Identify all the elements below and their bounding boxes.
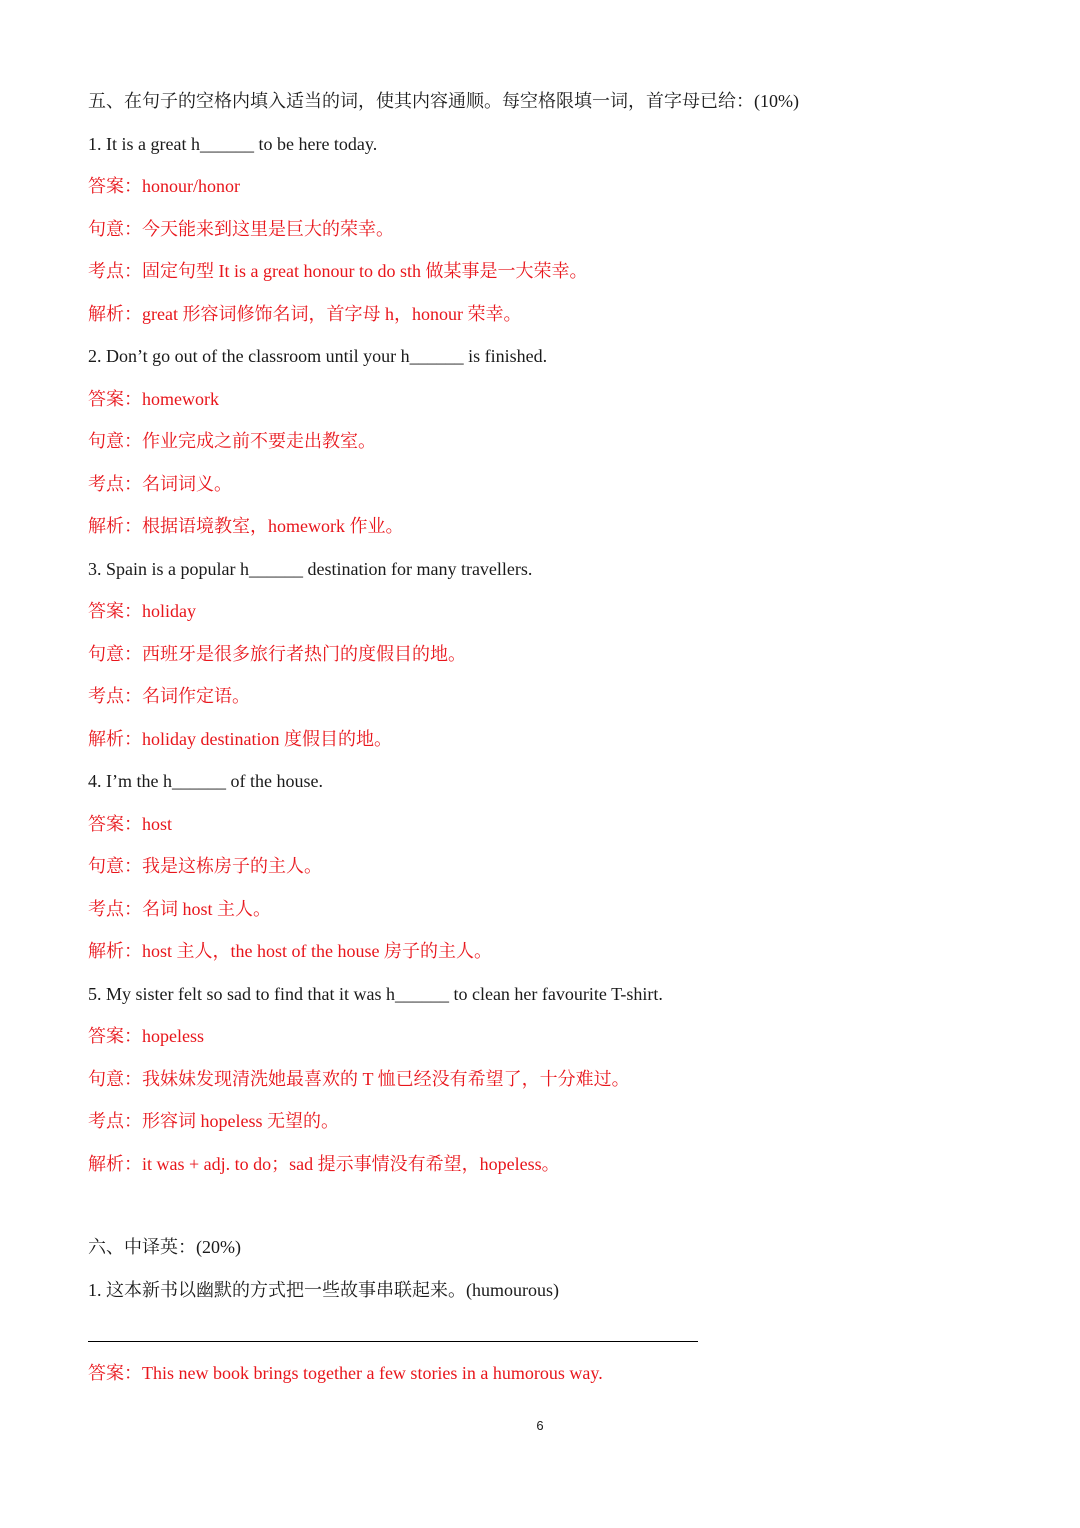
section-6-heading: 六、中译英：(20%)	[88, 1237, 241, 1257]
answer-text: 答案：honour/honor	[88, 176, 240, 196]
analysis-text: 解析：根据语境教室，homework 作业。	[88, 516, 404, 536]
meaning-text: 句意：今天能来到这里是巨大的荣幸。	[88, 218, 394, 239]
question-text: 3. Spain is a popular h______ destination for many travellers.	[88, 558, 533, 579]
page-number: 6	[536, 1418, 544, 1433]
translation-question: 1. 这本新书以幽默的方式把一些故事串联起来。(humourous)	[88, 1279, 559, 1300]
key-point-text: 考点：名词词义。	[88, 473, 232, 494]
analysis-text: 解析：great 形容词修饰名词，首字母 h，honour 荣幸。	[88, 303, 522, 324]
document-page	[88, 80, 988, 1395]
analysis-text: 解析：it was + adj. to do；sad 提示事情没有希望，hopeless。	[88, 1153, 560, 1174]
translation-answer: 答案：This new book brings together a few stories in a humorous way.	[88, 1363, 603, 1383]
analysis-text: 解析：host 主人，the host of the house 房子的主人。	[88, 941, 492, 961]
question-block-3	[88, 548, 988, 761]
meaning-text: 句意：作业完成之前不要走出教室。	[88, 431, 376, 451]
key-point-text: 考点：名词 host 主人。	[88, 898, 272, 919]
section-5-heading: 五、在句子的空格内填入适当的词，使其内容通顺。每空格限填一词，首字母已给：(10%)	[88, 91, 799, 111]
answer-text: 答案：homework	[88, 388, 219, 409]
meaning-text: 句意：西班牙是很多旅行者热门的度假目的地。	[88, 643, 466, 664]
question-block-2	[88, 335, 988, 548]
question-text: 5. My sister felt so sad to find that it was h______ to clean her favourite T-shirt.	[88, 983, 663, 1004]
answer-text: 答案：host	[88, 813, 173, 834]
question-block-5	[88, 973, 988, 1186]
question-block-4	[88, 760, 988, 973]
key-point-text: 考点：形容词 hopeless 无望的。	[88, 1111, 339, 1131]
key-point-text: 考点：名词作定语。	[88, 686, 250, 706]
answer-text: 答案：hopeless	[88, 1026, 204, 1046]
key-point-text: 考点：固定句型 It is a great honour to do sth 做某事是一大荣幸。	[88, 261, 588, 281]
question-text: 2. Don’t go out of the classroom until your h______ is finished.	[88, 346, 548, 366]
analysis-text: 解析：holiday destination 度假目的地。	[88, 728, 392, 749]
answer-blank-line	[88, 1341, 698, 1342]
question-text: 1. It is a great h______ to be here today.	[88, 133, 378, 154]
question-block-1	[88, 123, 988, 336]
answer-text: 答案：holiday	[88, 601, 196, 621]
meaning-text: 句意：我妹妹发现清洗她最喜欢的 T 恤已经没有希望了，十分难过。	[88, 1068, 630, 1089]
section-spacer	[88, 1185, 988, 1226]
question-text: 4. I’m the h______ of the house.	[88, 771, 323, 791]
meaning-text: 句意：我是这栋房子的主人。	[88, 856, 322, 876]
